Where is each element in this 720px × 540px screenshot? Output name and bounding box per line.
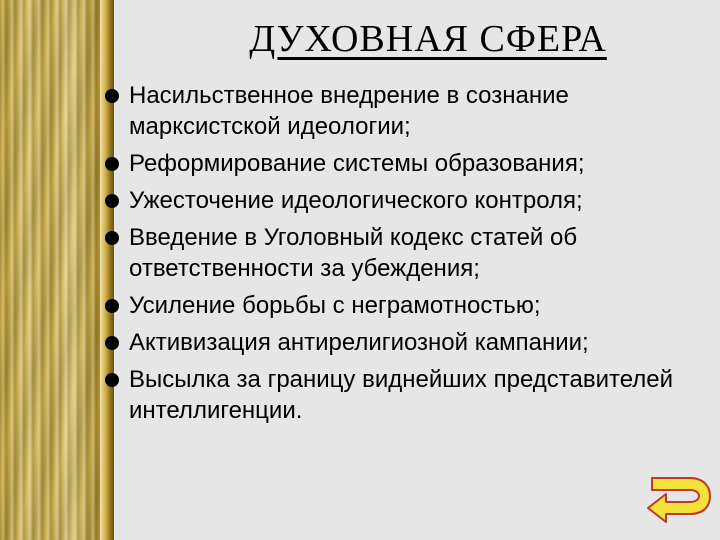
- bullet-item: [114, 222, 714, 284]
- gold-side-panel: [0, 0, 108, 540]
- return-button[interactable]: [644, 468, 714, 526]
- bullet-item: [114, 148, 714, 179]
- bullet-item: [114, 290, 714, 321]
- bullet-text: Активизация антирелигиозной кампании;: [129, 329, 589, 356]
- bullet-text: Реформирование системы образования;: [129, 150, 585, 177]
- bullet-list: [114, 80, 714, 432]
- bullet-text: Насильственное внедрение в сознание марксистской идеологии;: [129, 82, 569, 140]
- bullet-dot-icon: [105, 231, 119, 245]
- bullet-item: [114, 364, 714, 426]
- slide-title: ДУХОВНАЯ СФЕРА: [249, 18, 607, 60]
- bullet-text: Высылка за границу виднейших представителей интеллигенции.: [129, 366, 674, 424]
- bullet-text: Введение в Уголовный кодекс статей об ответственности за убеждения;: [129, 224, 578, 282]
- bullet-dot-icon: [105, 373, 119, 387]
- u-turn-arrow-icon: [644, 468, 714, 526]
- bullet-item: [114, 327, 714, 358]
- bullet-dot-icon: [105, 89, 119, 103]
- bullet-dot-icon: [105, 336, 119, 350]
- bullet-item: [114, 80, 714, 142]
- bullet-item: [114, 185, 714, 216]
- bullet-text: Усиление борьбы с неграмотностью;: [129, 292, 541, 319]
- bullet-dot-icon: [105, 157, 119, 171]
- gold-border: [100, 0, 114, 540]
- bullet-dot-icon: [105, 194, 119, 208]
- bullet-dot-icon: [105, 299, 119, 313]
- bullet-text: Ужесточение идеологического контроля;: [129, 187, 583, 214]
- slide-content: [114, 0, 720, 540]
